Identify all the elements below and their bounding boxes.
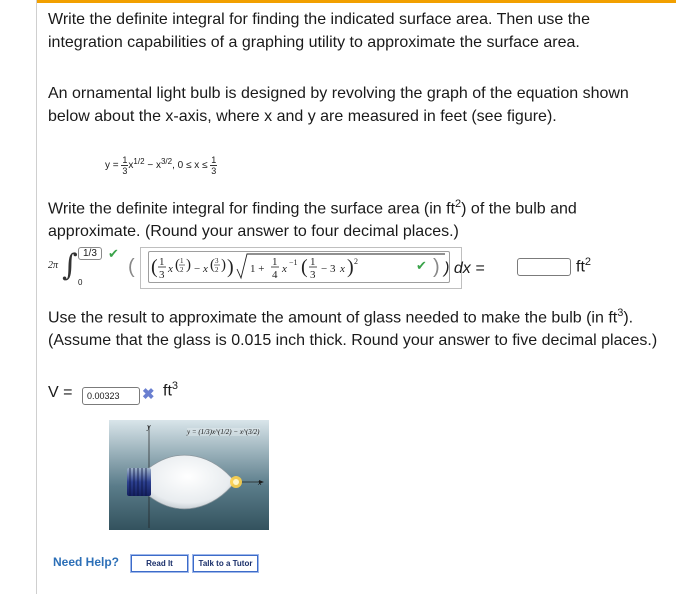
svg-text:1 +: 1 +: [250, 263, 265, 275]
equation-bound: [210, 155, 217, 176]
svg-text:x: x: [282, 263, 287, 275]
svg-text:4: 4: [272, 269, 278, 281]
svg-text:x: x: [340, 263, 345, 275]
svg-text:3: 3: [159, 269, 165, 281]
svg-text:− 3: − 3: [321, 263, 336, 275]
volume-input[interactable]: 0.00323: [82, 387, 140, 405]
bound-denominator: 3: [211, 166, 217, 176]
need-help-label: Need Help?: [53, 555, 120, 569]
left-border: [36, 0, 37, 594]
talk-to-tutor-button[interactable]: Talk to a Tutor: [193, 555, 258, 572]
integral-coefficient: 2π: [48, 260, 59, 271]
integral-sign: ∫: [62, 248, 78, 283]
svg-text:1: 1: [310, 256, 316, 268]
svg-text:−: −: [194, 263, 201, 275]
svg-text:3: 3: [215, 257, 219, 265]
volume-label: V =: [48, 384, 73, 401]
coef-denominator: 3: [122, 166, 128, 176]
svg-text:): ): [221, 257, 226, 273]
equation-minus: −: [147, 160, 154, 172]
integral-answer-row: [48, 244, 668, 294]
figure-x-axis-label: x: [258, 478, 262, 487]
svg-text:1: 1: [180, 257, 184, 265]
svg-text:x: x: [203, 263, 208, 275]
equation-x1: x: [128, 160, 134, 172]
part1-prompt: [48, 193, 663, 243]
svg-text:1: 1: [272, 256, 278, 268]
svg-text:(: (: [175, 257, 180, 273]
surface-area-unit: [576, 256, 591, 276]
part2-prompt-sup: 3: [617, 307, 624, 319]
svg-text:2: 2: [354, 257, 358, 266]
part2-prompt-a: Use the result to approximate the amount of glass needed to make the bulb (in ft: [48, 309, 618, 327]
figure-y-axis-label: y: [147, 422, 151, 431]
svg-text:2: 2: [180, 266, 184, 274]
svg-text:(: (: [301, 256, 308, 278]
bulb-figure: [109, 420, 269, 530]
part2-prompt-b: ). (Assume that the glass is 0.015 inch thick. Round your answer to five decimal places.): [48, 309, 658, 350]
equation-exp2: 3/2: [160, 156, 173, 166]
svg-text:1: 1: [159, 256, 165, 268]
surface-area-input[interactable]: [517, 258, 571, 276]
svg-text:2: 2: [215, 266, 219, 274]
coef-numerator: 1: [122, 155, 128, 165]
svg-text:(: (: [210, 257, 215, 273]
read-it-button[interactable]: Read It: [131, 555, 188, 572]
equation-lhs: y =: [105, 160, 119, 172]
dx-text: ) dx =: [444, 260, 485, 277]
upper-limit-input[interactable]: 1/3: [78, 247, 102, 260]
svg-text:): ): [186, 257, 191, 273]
problem-text: An ornamental light bulb is designed by revolving the graph of the equation shown below about the x-axis, where x and y are measured in feet (see figure).: [48, 85, 629, 125]
surface-area-unit-sup: 2: [584, 256, 592, 268]
part1-prompt-b: ) of the bulb and approximate. (Round your answer to four decimal places.): [48, 200, 577, 241]
integrand-check-icon: ✔: [416, 258, 427, 273]
svg-text:): ): [347, 256, 354, 278]
bound-numerator: 1: [211, 155, 217, 165]
volume-unit-text: ft: [163, 382, 172, 400]
integrand-input[interactable]: [148, 251, 450, 283]
part2-prompt: [48, 302, 663, 352]
incorrect-cross-icon: ✖: [142, 386, 155, 403]
open-paren: (: [128, 256, 135, 278]
volume-unit: [163, 380, 178, 400]
top-accent-bar: [36, 0, 676, 3]
integral-lower-limit: 0: [78, 278, 83, 287]
dx-label: ) ) dx =: [433, 256, 485, 278]
bulb-illustration: [109, 420, 269, 530]
equation-domain: , 0 ≤ x ≤: [172, 160, 208, 172]
equation-exp1: 1/2: [133, 156, 145, 166]
part1-prompt-sup: 2: [455, 198, 462, 210]
surface-area-unit-text: ft: [576, 258, 585, 276]
equation: [105, 155, 217, 176]
equation-x2: x: [155, 160, 161, 172]
svg-text:(: (: [151, 256, 158, 278]
figure-equation-label: y = (1/3)x^(1/2) − x^(3/2): [187, 428, 260, 436]
svg-text:): ): [227, 256, 234, 278]
volume-unit-sup: 3: [171, 380, 179, 392]
upper-limit-check-icon: ✔: [108, 246, 119, 261]
svg-text:3: 3: [310, 269, 316, 281]
integrand-math: [149, 252, 449, 282]
svg-text:−1: −1: [289, 258, 298, 267]
svg-text:x: x: [168, 263, 173, 275]
instructions-text: Write the definite integral for finding the indicated surface area. Then use the integration capabilities of a graphing utility to approximate the surface area.: [48, 11, 590, 51]
part1-prompt-a: Write the definite integral for finding the surface area (in ft: [48, 200, 456, 218]
